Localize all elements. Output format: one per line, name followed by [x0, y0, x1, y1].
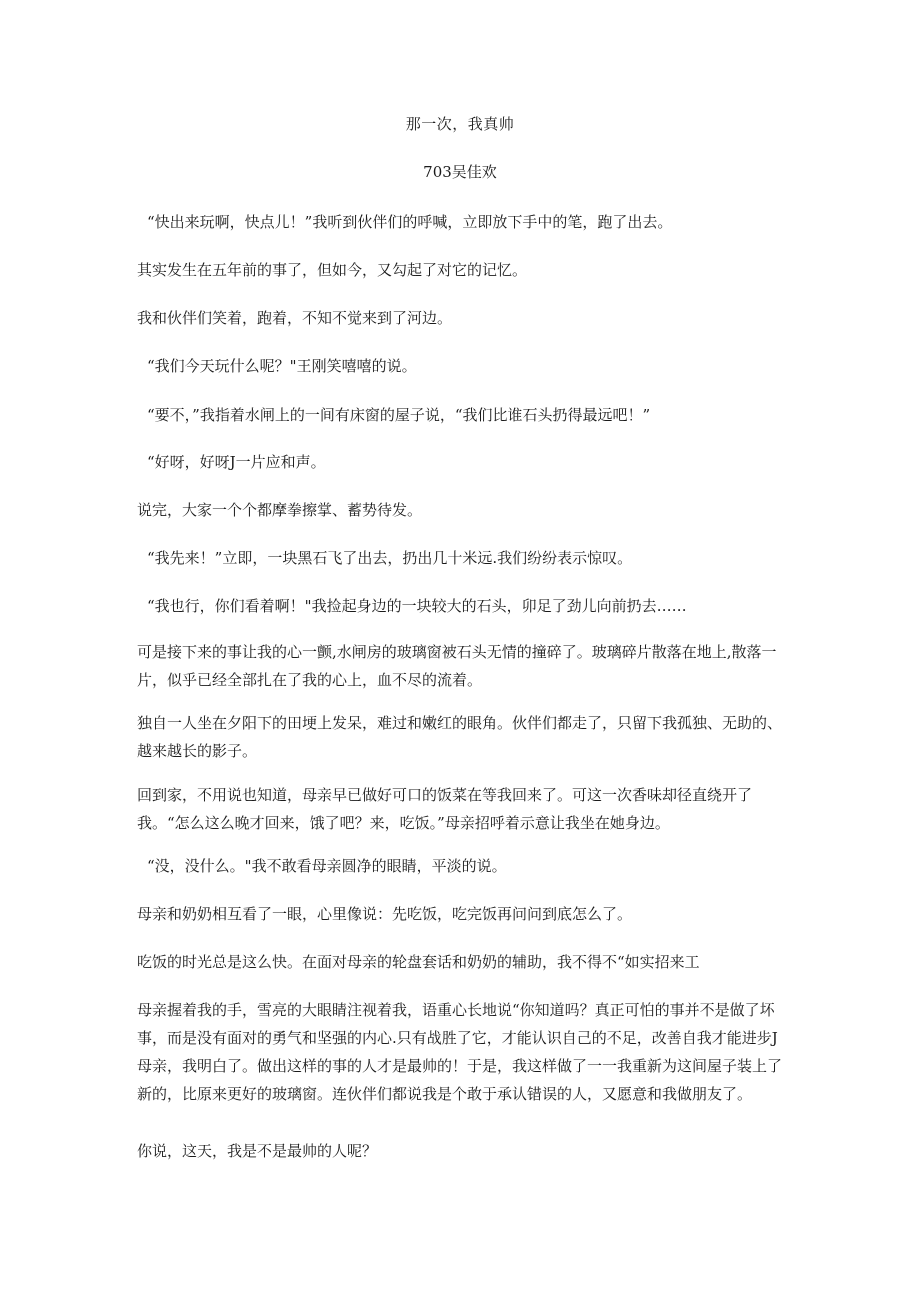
paragraph-10: 可是接下来的事让我的心一颤,水闸房的玻璃窗被石头无情的撞碎了。玻璃碎片散落在地上,散落一片，似乎已经全部扎在了我的心上，血不尽的流着。: [137, 643, 777, 689]
paragraph-2: 其实发生在五年前的事了，但如今，又勾起了对它的记忆。: [137, 261, 528, 279]
essay-title: 那一次，我真帅: [405, 115, 515, 133]
paragraph-11: 独自一人坐在夕阳下的田埂上发呆，难过和嫩红的眼角。伙伴们都走了，只留下我孤独、无助的、越来越长的影子。: [137, 714, 783, 760]
paragraph-17: 你说，这天，我是不是最帅的人呢？: [137, 1142, 378, 1160]
paragraph-3: 我和伙伴们笑着，跑着，不知不觉来到了河边。: [137, 309, 453, 327]
paragraph-4: “我们今天玩什么呢？"王刚笑嘻嘻的说。: [147, 357, 417, 375]
paragraph-8: “我先来！”立即，一块黑石飞了出去，扔出几十米远.我们纷纷表示惊叹。: [147, 549, 633, 567]
paragraph-16: 母亲握着我的手，雪亮的大眼睛注视着我，语重心长地说“你知道吗？真正可怕的事并不是做了坏事，而是没有面对的勇气和坚强的内心.只有战胜了它，才能认识自己的不足，改善自我才能进步J母亲，我明白了。做出这样的事的人才是最帅的！于是，我这样做了一一我重新为这间屋子装上了新的，比原来更好的玻璃窗。连伙伴们都说我是个敢于承认错误的人，又愿意和我做朋友了。: [137, 1001, 783, 1103]
paragraph-9: “我也行，你们看着啊！"我捡起身边的一块较大的石头，卯足了劲儿向前扔去……: [147, 597, 687, 615]
paragraph-5: “要不，”我指着水闸上的一间有床窗的屋子说，“我们比谁石头扔得最远吧！”: [147, 406, 651, 424]
paragraph-13: “没，没什么。"我不敢看母亲圆净的眼睛，平淡的说。: [147, 857, 507, 875]
paragraph-14: 母亲和奶奶相互看了一眼，心里像说：先吃饭，吃完饭再问问到底怎么了。: [137, 905, 633, 923]
paragraph-7: 说完，大家一个个都摩拳擦掌、蓄势待发。: [137, 501, 423, 519]
paragraph-12: 回到家，不用说也知道，母亲早已做好可口的饭菜在等我回来了。可这一次香味却径直绕开了我。“怎么这么晚才回来，饿了吧？来，吃饭。”母亲招呼着示意让我坐在她身边。: [137, 786, 753, 832]
paragraph-6: “好呀，好呀J一片应和声。: [147, 453, 326, 471]
paragraph-15: 吃饭的时光总是这么快。在面对母亲的轮盘套话和奶奶的辅助，我不得不“如实招来工: [137, 953, 700, 971]
essay-author: 703吴佳欢: [423, 163, 497, 181]
paragraph-1: “快出来玩啊，快点儿！”我听到伙伴们的呼喊，立即放下手中的笔，跑了出去。: [147, 213, 673, 231]
